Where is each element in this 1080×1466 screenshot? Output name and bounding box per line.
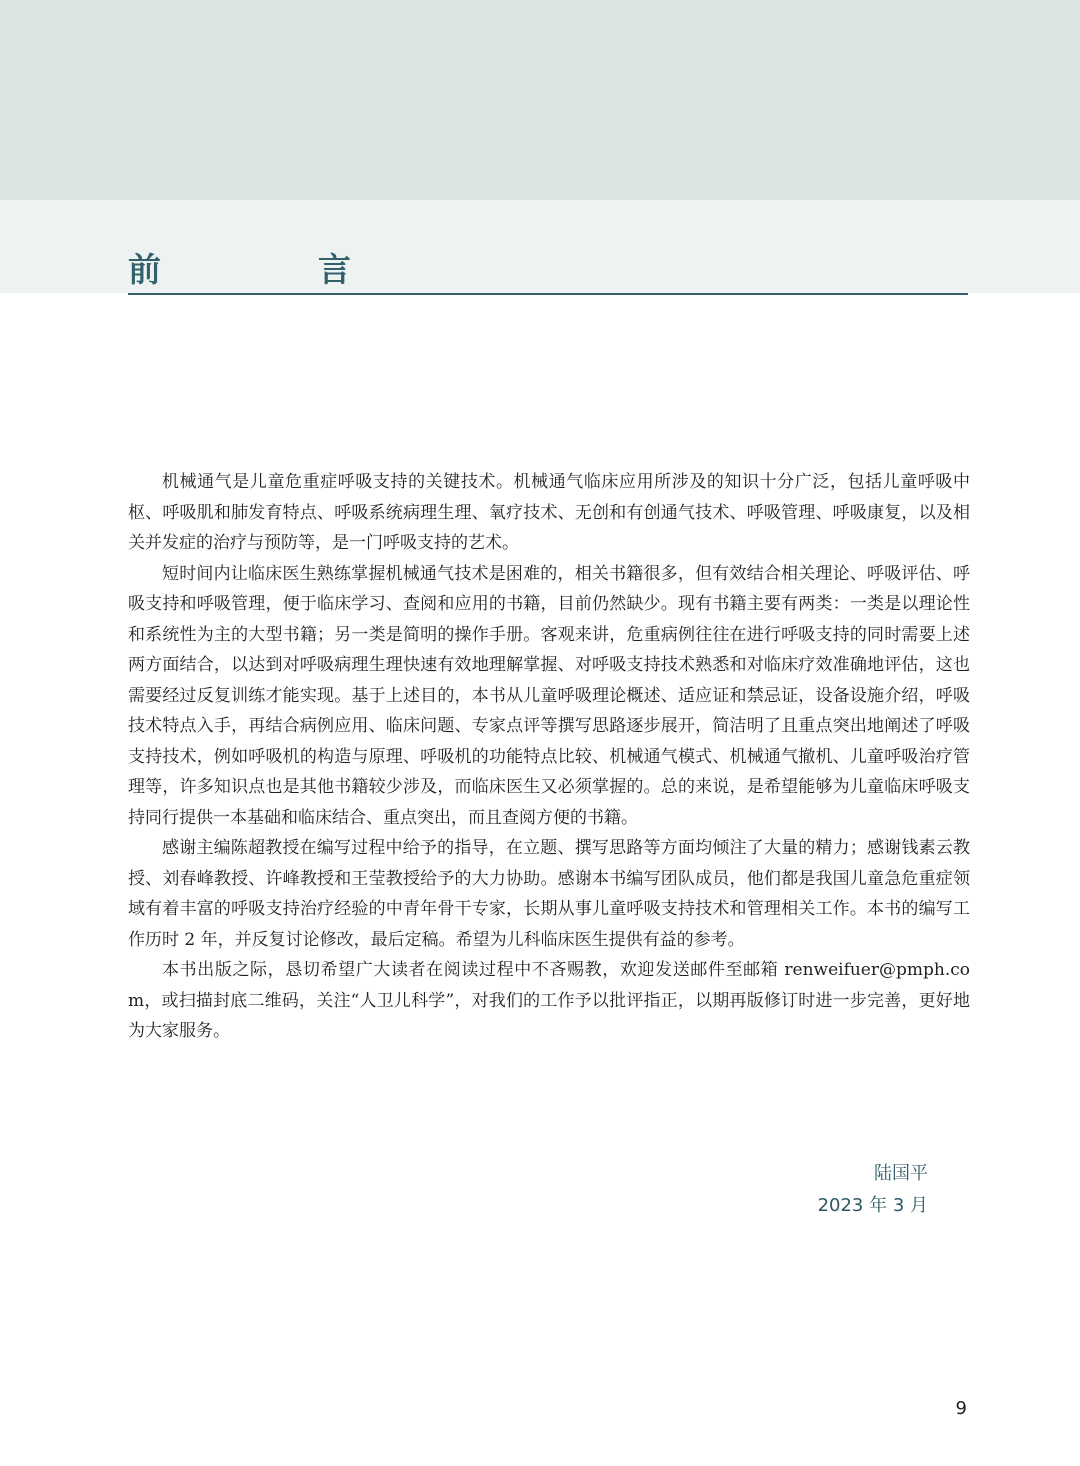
signature-date: 2023 年 3 月 [817,1195,928,1216]
page-title: 前 言 [128,250,413,289]
paragraph-4: 本书出版之际，恳切希望广大读者在阅读过程中不吝赐教，欢迎发送邮件至邮箱 renweifuer@pmph.com，或扫描封底二维码，关注“人卫儿科学”，对我们的工作予以批评指正，以期再版修订时进一步完善，更好地为大家服务。 [128,960,970,1041]
preface-body [128,467,970,1047]
author-name: 陆国平 [874,1163,928,1184]
header-band [0,0,1080,200]
title-underline [128,293,968,295]
paragraph-2: 短时间内让临床医生熟练掌握机械通气技术是困难的，相关书籍很多，但有效结合相关理论、呼吸评估、呼吸支持和呼吸管理，便于临床学习、查阅和应用的书籍，目前仍然缺少。现有书籍主要有两类：一类是以理论性和系统性为主的大型书籍；另一类是简明的操作手册。客观来讲，危重病例往往在进行呼吸支持的同时需要上述两方面结合，以达到对呼吸病理生理快速有效地理解掌握、对呼吸支持技术熟悉和对临床疗效准确地评估，这也需要经过反复训练才能实现。基于上述目的，本书从儿童呼吸理论概述、适应证和禁忌证，设备设施介绍，呼吸技术特点入手，再结合病例应用、临床问题、专家点评等撰写思路逐步展开，简洁明了且重点突出地阐述了呼吸支持技术，例如呼吸机的构造与原理、呼吸机的功能特点比较、机械通气模式、机械通气撤机、儿童呼吸治疗管理等，许多知识点也是其他书籍较少涉及，而临床医生又必须掌握的。总的来说，是希望能够为儿童临床呼吸支持同行提供一本基础和临床结合、重点突出，而且查阅方便的书籍。 [128,563,970,828]
page-number: 9 [955,1398,967,1419]
paragraph-1: 机械通气是儿童危重症呼吸支持的关键技术。机械通气临床应用所涉及的知识十分广泛，包括儿童呼吸中枢、呼吸肌和肺发育特点、呼吸系统病理生理、氧疗技术、无创和有创通气技术、呼吸管理、呼吸康复，以及相关并发症的治疗与预防等，是一门呼吸支持的艺术。 [128,472,970,553]
paragraph-3: 感谢主编陈超教授在编写过程中给予的指导，在立题、撰写思路等方面均倾注了大量的精力；感谢钱素云教授、刘春峰教授、许峰教授和王莹教授给予的大力协助。感谢本书编写团队成员，他们都是我国儿童急危重症领域有着丰富的呼吸支持治疗经验的中青年骨干专家，长期从事儿童呼吸支持技术和管理相关工作。本书的编写工作历时 2 年，并反复讨论修改，最后定稿。希望为儿科临床医生提供有益的参考。 [128,838,970,950]
signature-block [818,1158,928,1222]
